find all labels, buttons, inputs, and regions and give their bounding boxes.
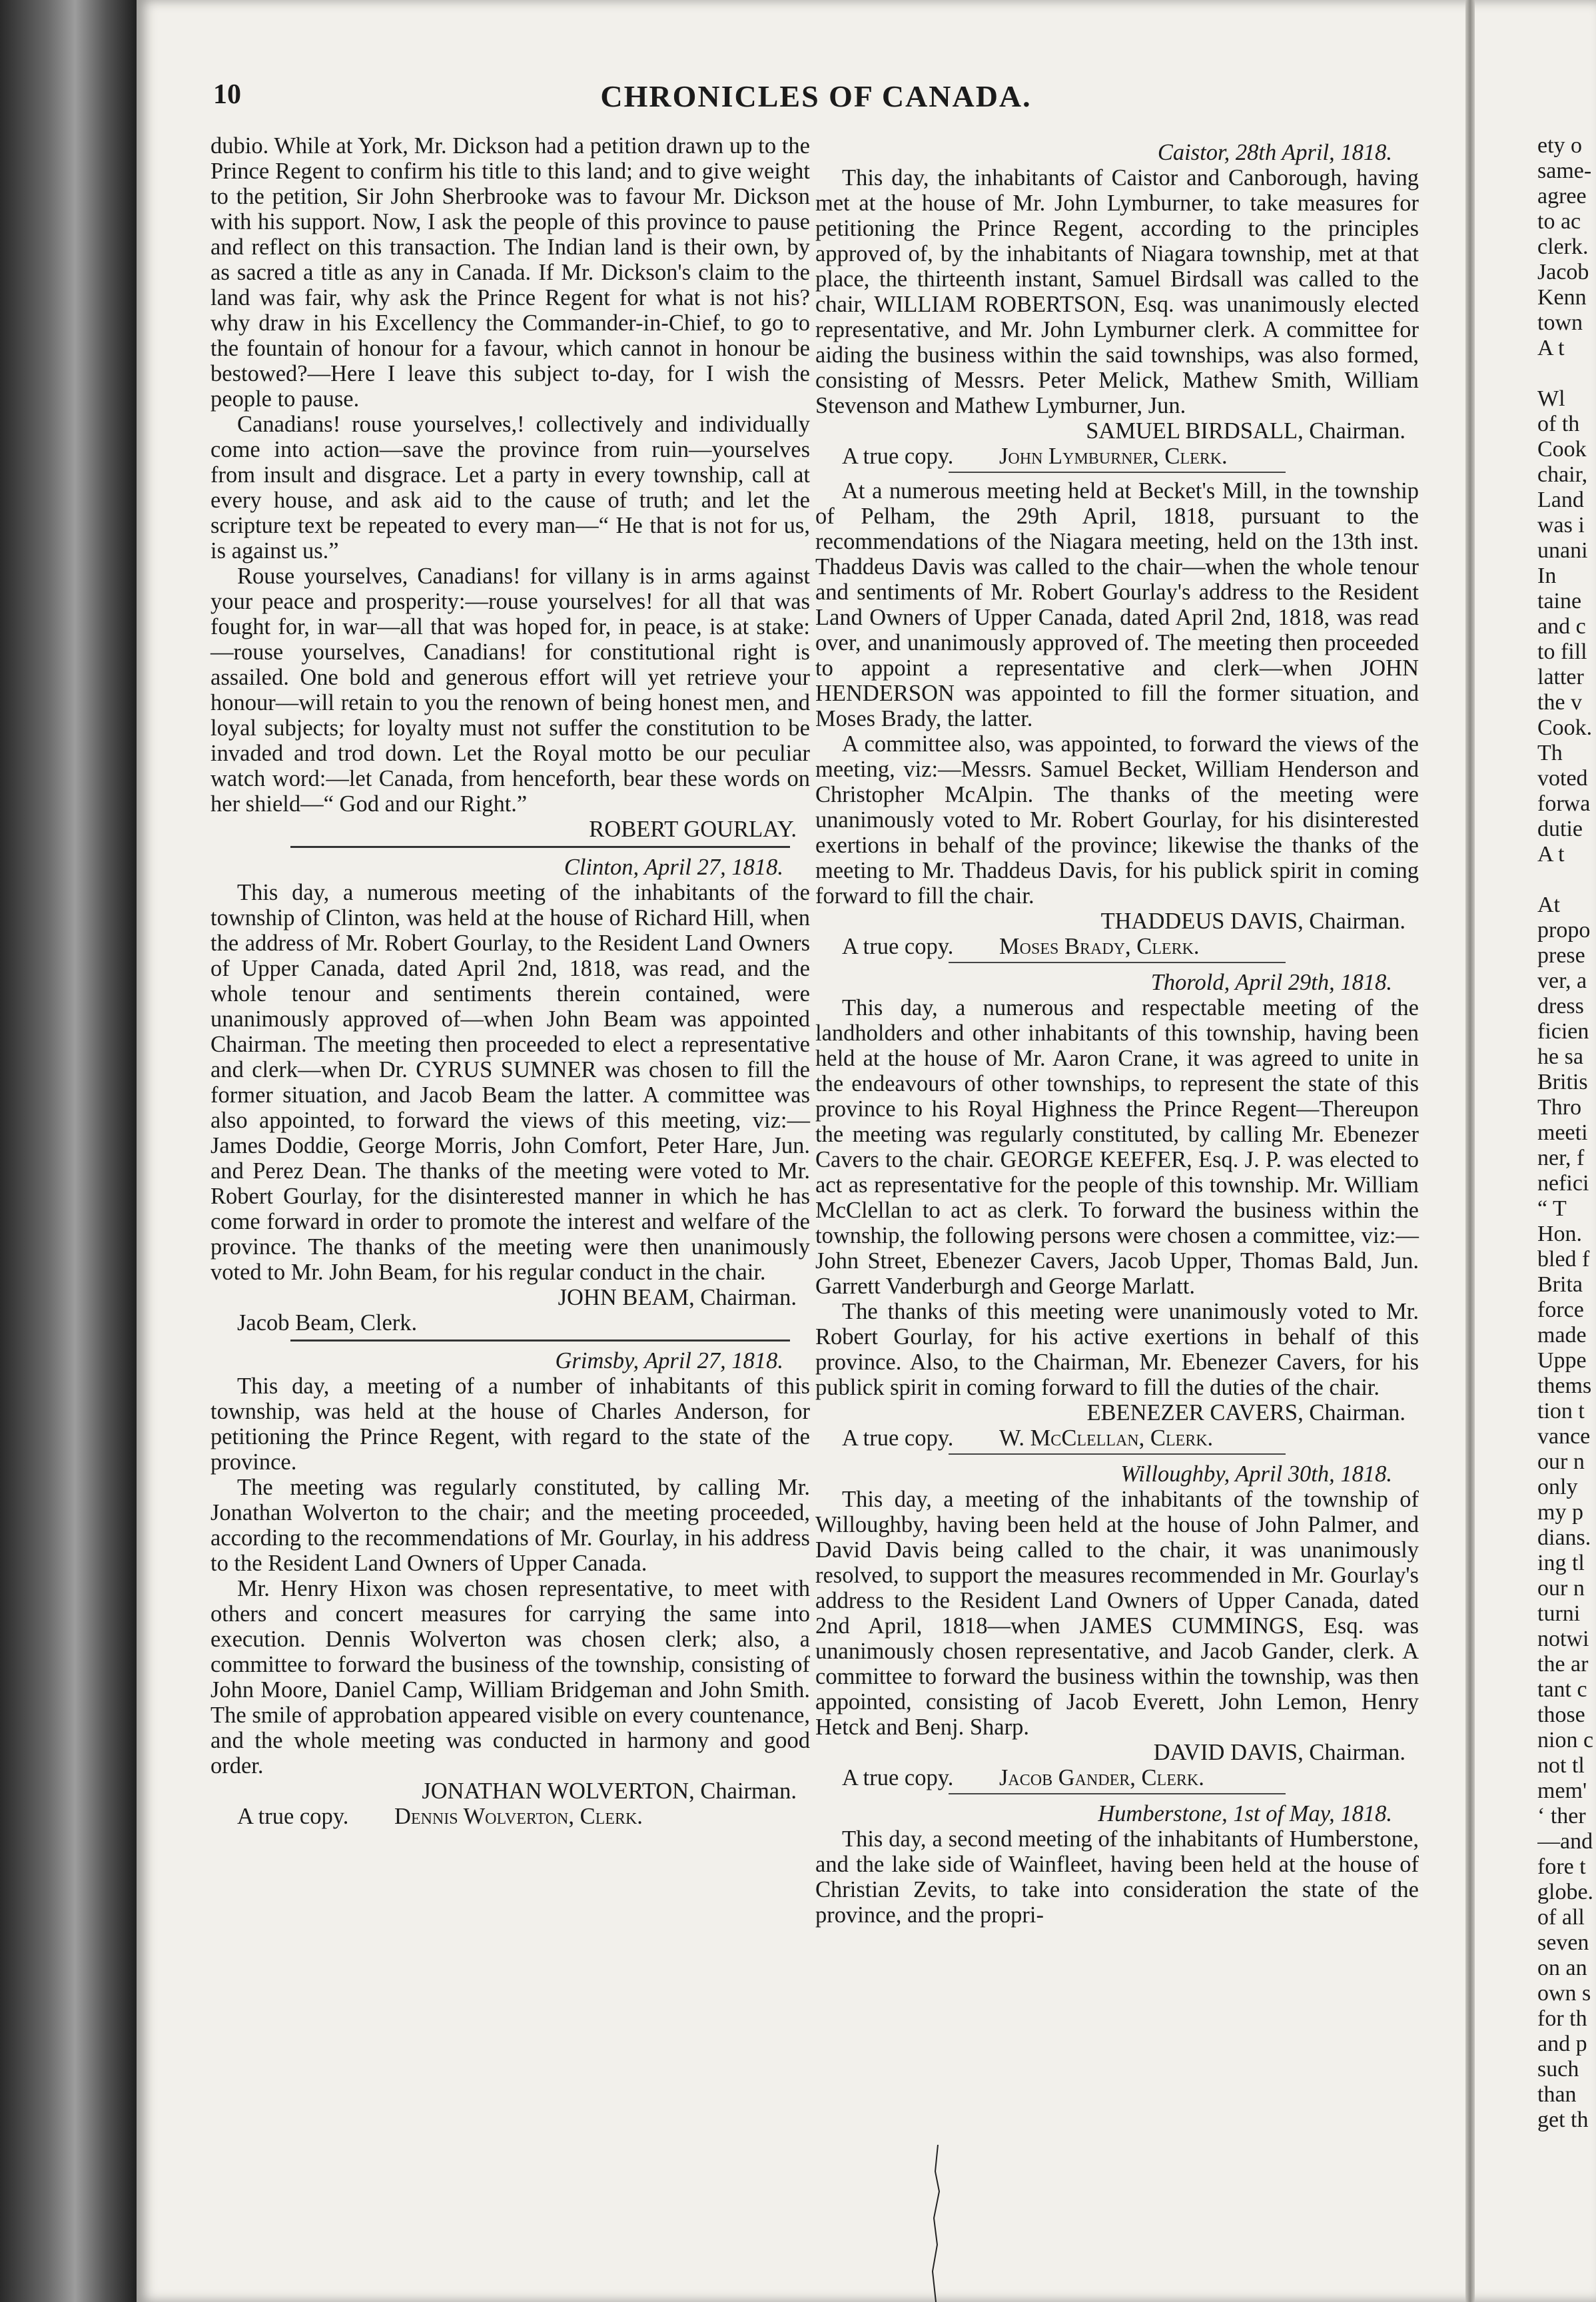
fragment-line: to fill	[1537, 639, 1587, 664]
dateline: Caistor, 28th April, 1818.	[1157, 140, 1392, 165]
paragraph: At a numerous meeting held at Becket's Mill, in the township of Pelham, the 29th April, 1818, pursuant to the recommendations of the Niagara meeting, held on the 13th inst. Thaddeus Davis was called to the chair—when the whole tenour and sentiments of Mr. Robert Gourlay's address to the Resident Land Owners of Upper Canada, dated April 2nd, 1818, was read over, and unanimously approved of. The meeting then proceeded to appoint a representative and clerk—when JOHN HENDERSON was appointed to fill the former situation, and Moses Brady, the latter.	[815, 478, 1419, 731]
fragment-line: latter	[1537, 665, 1584, 689]
fragment-line: made	[1537, 1323, 1587, 1347]
fragment-line: Uppe	[1537, 1348, 1587, 1373]
fragment-line: of all	[1537, 1905, 1585, 1930]
fragment-line: bled f	[1537, 1247, 1590, 1272]
paragraph: This day, a second meeting of the inhabitants of Humberstone, and the lake side of Wainfleet, having been held at the house of Christian Zevits, to take into consideration the state of the province, and the propri-	[815, 1826, 1419, 1928]
signature: SAMUEL BIRDSALL, Chairman.	[1086, 418, 1405, 444]
divider	[949, 962, 1286, 963]
fragment-line: our n	[1537, 1576, 1585, 1601]
fragment-line: dians.	[1537, 1525, 1591, 1550]
clerk-name: W. McClellan, Clerk.	[998, 1425, 1214, 1451]
fragment-line: our n	[1537, 1449, 1585, 1474]
fragment-line: Brita	[1537, 1272, 1583, 1297]
fragment-line: unani	[1537, 538, 1588, 563]
fragment-line: ety o	[1537, 133, 1583, 158]
fragment-line	[1537, 867, 1596, 893]
middle-column	[815, 133, 1419, 1928]
divider	[949, 1793, 1286, 1794]
fragment-line: same-	[1537, 159, 1592, 183]
fragment-line: Thro	[1537, 1095, 1582, 1120]
fragment-line: voted	[1537, 766, 1588, 791]
copy-label: A true copy.	[842, 1425, 954, 1451]
fragment-line: town	[1537, 310, 1583, 335]
fragment-line: turni	[1537, 1601, 1581, 1626]
fragment-line: Wl	[1537, 386, 1565, 411]
fragment-line: such	[1537, 2057, 1579, 2082]
fragment-line: to ac	[1537, 209, 1581, 234]
paragraph: dubio. While at York, Mr. Dickson had a petition drawn up to the Prince Regent to confirm his title to this land; and to give weight to the petition, Sir John Sherbrooke was to favour Mr. Dickson with his support. Now, I ask the people of this province to pause and reflect on this transaction. The Indian land is their own, by as sacred a title as any in Canada. If Mr. Dickson's claim to the land was fair, why ask the Prince Regent for what is not his? why draw in his Excellency the Commander-in-Chief, to go to the fountain of honour for a favour, which cannot in honour be bestowed?—Here I leave this subject to-day, for I wish the people to pause.	[210, 133, 810, 412]
fragment-line: ficien	[1537, 1019, 1589, 1044]
divider	[949, 1453, 1286, 1455]
divider	[290, 846, 790, 848]
fragment-line: meeti	[1537, 1120, 1588, 1145]
fragment-line: my p	[1537, 1500, 1583, 1525]
paragraph: Mr. Henry Hixon was chosen representative, to meet with others and concert measures for carrying the same into execution. Dennis Wolverton was chosen clerk; also, a committee to forward the business of the township, consisting of John Moore, Daniel Camp, William Bridgeman and John Smith. The smile of approbation appeared visible on every countenance, and the whole meeting was conducted in harmony and good order.	[210, 1576, 810, 1778]
paragraph: This day, a numerous meeting of the inhabitants of the township of Clinton, was held at the house of Richard Hill, when the address of Mr. Robert Gourlay, to the Resident Land Owners of Upper Canada, dated April 2nd, 1818, was read, and the whole tenour and sentiments therein contained, were unanimously approved of—when John Beam was appointed Chairman. The meeting then proceeded to elect a representative and clerk—when Dr. CYRUS SUMNER was chosen to fill the former situation, and Jacob Beam the latter. A committee was also appointed, to forward the views of this meeting, viz:—James Doddie, George Morris, John Comfort, Peter Hare, Jun. and Perez Dean. The thanks of the meeting were voted to Mr. Robert Gourlay, for the disinterested manner in which he has come forward in order to promote the interest and welfare of the province. The thanks of the meeting were then unanimously voted to Mr. John Beam, for his regular conduct in the chair.	[210, 880, 810, 1285]
fragment-line: notwi	[1537, 1627, 1589, 1651]
divider	[290, 1340, 790, 1342]
copy-line	[815, 934, 1419, 959]
clerk-name: John Lymburner, Clerk.	[998, 444, 1228, 469]
fragment-line: force	[1537, 1298, 1584, 1322]
fragment-line: thems	[1537, 1373, 1592, 1398]
fragment-line: taine	[1537, 589, 1582, 613]
fragment-line: own s	[1537, 1981, 1591, 2006]
running-head: CHRONICLES OF CANADA.	[600, 79, 1032, 113]
paper-crack-mark	[926, 2145, 946, 2302]
divider	[949, 472, 1286, 473]
copy-label: A true copy.	[842, 444, 954, 469]
fragment-line: Cook	[1537, 437, 1587, 462]
signature: EBENEZER CAVERS, Chairman.	[1086, 1400, 1405, 1425]
clerk-name: Jacob Gander, Clerk.	[998, 1765, 1204, 1790]
fragment-line: seven	[1537, 1930, 1589, 1955]
fragment-line: and c	[1537, 614, 1586, 639]
page-header	[213, 79, 1419, 132]
paragraph: Canadians! rouse yourselves,! collectively and individually come into action—save the province from ruin—yourselves from insult and disgrace. Let a party in every township, call at every house, and ask aid to the cause of truth; and let the scripture text be repeated to every man—“ He that is not for us, is against us.”	[210, 412, 810, 564]
dateline: Grimsby, April 27, 1818.	[555, 1348, 783, 1373]
paragraph: The meeting was regularly constituted, by calling Mr. Jonathan Wolverton to the chair; and the meeting proceeded, according to the recommendations of Mr. Gourlay, in his address to the Resident Land Owners of Upper Canada.	[210, 1475, 810, 1576]
page-gutter	[1465, 0, 1475, 2302]
fragment-line: agree	[1537, 184, 1587, 208]
fragment-line: nefici	[1537, 1171, 1589, 1196]
copy-line	[815, 1425, 1419, 1451]
fragment-line: ‘ ther	[1537, 1804, 1586, 1828]
dateline: Humberstone, 1st of May, 1818.	[1098, 1801, 1392, 1826]
paragraph: This day, a meeting of the inhabitants of the township of Willoughby, having been held at the house of John Palmer, and David Davis being called to the chair, it was unanimously resolved, to support the measures recommended in Mr. Gourlay's address to the Resident Land Owners of Upper Canada, dated 2nd April, 1818—when JAMES CUMMINGS, Esq. was unanimously chosen representative, and Jacob Gander, clerk. A committee to forward the business within the township, was then appointed, consisting of Jacob Everett, John Lemon, Henry Hetck and Benj. Sharp.	[815, 1487, 1419, 1740]
fragment-line: was i	[1537, 513, 1585, 538]
fragment-line: propo	[1537, 918, 1591, 943]
fragment-line: prese	[1537, 943, 1585, 968]
dateline: Thorold, April 29th, 1818.	[1150, 970, 1392, 995]
signature: THADDEUS DAVIS, Chairman.	[1100, 909, 1405, 934]
fragment-line: mem'	[1537, 1778, 1587, 1803]
fragment-line: of th	[1537, 412, 1580, 436]
signature: JONATHAN WOLVERTON, Chairman.	[422, 1778, 797, 1804]
copy-line	[815, 444, 1419, 469]
clerk-line: Jacob Beam, Clerk.	[237, 1310, 418, 1336]
fragment-line: globe.	[1537, 1880, 1594, 1904]
paragraph: This day, a meeting of a number of inhabitants of this township, was held at the house of Charles Anderson, for petitioning the Prince Regent, with regard to the state of the province.	[210, 1373, 810, 1475]
copy-line	[815, 1765, 1419, 1790]
copy-label: A true copy.	[842, 1765, 954, 1790]
fragment-line: than	[1537, 2082, 1577, 2107]
fragment-line: Britis	[1537, 1070, 1588, 1094]
fragment-line: not tl	[1537, 1753, 1585, 1778]
copy-label: A true copy.	[237, 1804, 349, 1829]
right-column-fragment	[1537, 133, 1596, 2131]
fragment-line: clerk.	[1537, 234, 1589, 259]
fragment-line: nion c	[1537, 1728, 1594, 1752]
fragment-line: dutie	[1537, 817, 1583, 841]
left-column	[210, 133, 810, 1829]
fragment-line: In	[1537, 564, 1557, 588]
dateline: Willoughby, April 30th, 1818.	[1120, 1461, 1392, 1487]
fragment-line: A t	[1537, 842, 1565, 867]
fragment-line: the ar	[1537, 1652, 1589, 1677]
fragment-line: Kenn	[1537, 285, 1587, 310]
signature: ROBERT GOURLAY.	[589, 817, 797, 842]
fragment-line: and p	[1537, 2032, 1587, 2056]
paragraph: This day, a numerous and respectable meeting of the landholders and other inhabitants of this township, having been held at the house of Mr. Aaron Crane, it was agreed to unite in the endeavours of other townships, to represent the state of this province to his Royal Highness the Prince Regent—Thereupon the meeting was regularly constituted, by calling Mr. Ebenezer Cavers to the chair. GEORGE KEEFER, Esq. J. P. was elected to act as representative for the people of this township. Mr. William McClellan to act as clerk. To forward the business within the township, the following persons were chosen a committee, viz:—John Street, Ebenezer Cavers, Jacob Upper, Thomas Bald, Jun. Garrett Vanderburgh and George Marlatt.	[815, 995, 1419, 1299]
paragraph: Rouse yourselves, Canadians! for villany is in arms against your peace and prosperity:—rouse yourselves! for all that was fought for, in war—all that was hoped for, in peace, is at stake:—rouse yourselves, Canadians! for constitutional right is assailed. One bold and generous effort will yet retrieve your honour—will retain to you the renown of being honest men, and loyal subjects; for loyalty must not suffer the constitution to be invaded and trod down. Let the Royal motto be our peculiar watch word:—let Canada, from henceforth, bear these words on her shield—“ God and our Right.”	[210, 564, 810, 817]
fragment-line: ver, a	[1537, 968, 1587, 993]
fragment-line: “ T	[1537, 1196, 1567, 1221]
fragment-line: forwa	[1537, 791, 1591, 816]
fragment-line: the v	[1537, 690, 1583, 715]
fragment-line: Th	[1537, 741, 1563, 765]
fragment-line: Cook.	[1537, 715, 1593, 740]
signature: DAVID DAVIS, Chairman.	[1153, 1740, 1405, 1765]
fragment-line: for th	[1537, 2006, 1587, 2031]
fragment-line: —and	[1537, 1829, 1593, 1854]
copy-line	[210, 1804, 810, 1829]
fragment-line: get th	[1537, 2108, 1589, 2131]
page-number: 10	[213, 79, 241, 110]
fragment-line: At	[1537, 893, 1560, 917]
signature: JOHN BEAM, Chairman.	[558, 1285, 797, 1310]
fragment-line: chair,	[1537, 462, 1588, 487]
fragment-line	[1537, 361, 1596, 386]
fragment-line: Land	[1537, 488, 1584, 512]
fragment-line: vance	[1537, 1424, 1591, 1449]
paragraph: The thanks of this meeting were unanimously voted to Mr. Robert Gourlay, for his active exertions in behalf of this province. Also, to the Chairman, Mr. Ebenezer Cavers, for his publick spirit in coming forward to fill the duties of the chair.	[815, 1299, 1419, 1400]
clerk-name: Moses Brady, Clerk.	[998, 934, 1200, 959]
fragment-line: Hon.	[1537, 1222, 1583, 1246]
fragment-line: on an	[1537, 1956, 1587, 1980]
fragment-line: tion t	[1537, 1399, 1585, 1423]
book-binding-edge	[0, 0, 137, 2302]
fragment-line: A t	[1537, 336, 1565, 360]
fragment-line: ner, f	[1537, 1146, 1585, 1170]
paragraph: A committee also, was appointed, to forward the views of the meeting, viz:—Messrs. Samuel Becket, William Henderson and Christopher McAlpin. The thanks of the meeting were unanimously voted to Mr. Robert Gourlay, for his disinterested exertions in behalf of the province; likewise the thanks of the meeting to Mr. Thaddeus Davis, for his publick spirit in coming forward to fill the chair.	[815, 731, 1419, 909]
clerk-name: Dennis Wolverton, Clerk.	[394, 1804, 643, 1829]
fragment-line: ing tl	[1537, 1551, 1585, 1575]
fragment-line: he sa	[1537, 1044, 1583, 1069]
fragment-line: tant c	[1537, 1677, 1587, 1702]
dateline: Clinton, April 27, 1818.	[564, 855, 783, 880]
fragment-line: only	[1537, 1475, 1578, 1499]
copy-label: A true copy.	[842, 934, 954, 959]
fragment-line: Jacob	[1537, 260, 1589, 284]
fragment-line: dress	[1537, 994, 1584, 1018]
paragraph: This day, the inhabitants of Caistor and Canborough, having met at the house of Mr. John Lymburner, to take measures for petitioning the Prince Regent, according to the principles approved of, by the inhabitants of Niagara township, met at that place, the thirteenth instant, Samuel Birdsall was called to the chair, WILLIAM ROBERTSON, Esq. was unanimously elected representative, and Mr. John Lymburner clerk. A committee for aiding the business within the said townships, was also formed, consisting of Messrs. Peter Melick, Mathew Smith, William Stevenson and Mathew Lymburner, Jun.	[815, 165, 1419, 418]
fragment-line: those	[1537, 1703, 1585, 1727]
fragment-line: fore t	[1537, 1854, 1586, 1879]
